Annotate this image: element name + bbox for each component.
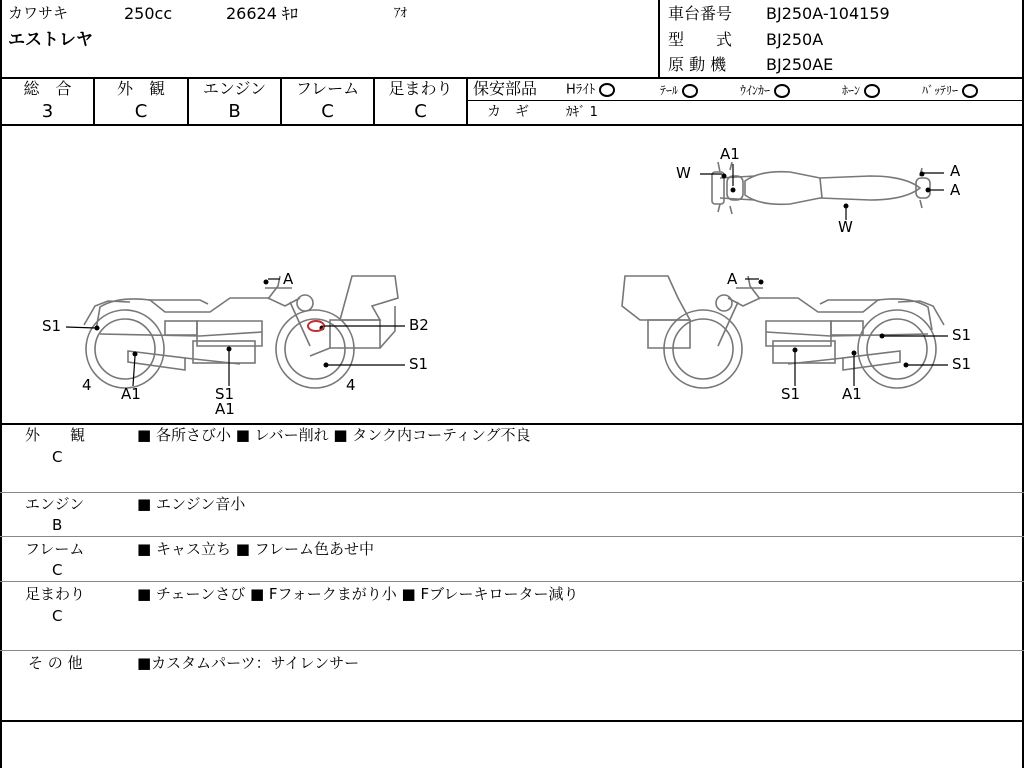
remarks-text: ■ キャス立ち ■ フレーム色あせ中	[137, 540, 375, 558]
safety-item-winker	[740, 84, 790, 98]
remarks-bottom-line	[0, 720, 1024, 722]
grade-engine-value: B	[228, 101, 241, 122]
grade-suspension-label: 足まわり	[388, 79, 453, 98]
engine-model-value: BJ250AE	[766, 55, 834, 74]
ok-circle-icon	[599, 83, 615, 97]
label-s1: S1	[952, 326, 972, 344]
remarks-divider	[0, 581, 1024, 582]
grade-col-divider	[466, 78, 468, 125]
frame-number-value: BJ250A-104159	[766, 4, 890, 23]
grade-exterior-label: 外 観	[116, 79, 165, 98]
label-s1: S1	[409, 355, 429, 373]
displacement: 250cc	[124, 4, 173, 23]
remarks-text: ■ 各所さび小 ■ レバー削れ ■ タンク内コーティング不良	[137, 426, 531, 444]
label-b2: B2	[409, 316, 429, 334]
grade-suspension-value: C	[414, 101, 427, 122]
label-4: 4	[82, 376, 92, 394]
remarks-label: 足まわり	[25, 585, 86, 603]
remarks-grade: B	[52, 516, 63, 534]
label-s1: S1	[42, 317, 62, 335]
label-a: A	[950, 181, 961, 199]
label-a: A	[283, 270, 294, 288]
label-4: 4	[346, 376, 356, 394]
grade-overall-value: 3	[41, 101, 54, 122]
label-s1: S1	[781, 385, 801, 403]
safety-item-battery	[922, 84, 978, 98]
remarks-label: そ の 他	[28, 654, 83, 672]
safety-item-horn	[842, 84, 880, 98]
label-a1: A1	[842, 385, 862, 403]
safety-item-label: Hﾗｲﾄ	[566, 82, 596, 98]
ok-circle-icon	[962, 84, 978, 98]
remarks-label: フレーム	[25, 540, 85, 558]
label-a: A	[950, 162, 961, 180]
maker-name: カワサキ	[8, 4, 69, 22]
remarks-divider	[0, 650, 1024, 651]
label-s1: S1	[952, 355, 972, 373]
grade-overall-label: 総 合	[23, 79, 72, 98]
ok-circle-icon	[864, 84, 880, 98]
grade-frame-value: C	[321, 101, 334, 122]
safety-item-label: ﾃｰﾙ	[660, 83, 679, 98]
diagram-bottom-line	[0, 423, 1024, 425]
type-label: 型 式	[668, 30, 733, 49]
bike-left-side-view	[84, 276, 398, 388]
label-a1: A1	[121, 385, 141, 403]
key-label: カ ギ	[487, 104, 529, 120]
label-a1: A1	[215, 400, 235, 418]
safety-item-label: ﾊﾞｯﾃﾘｰ	[922, 83, 959, 98]
bike-right-side-view	[622, 276, 944, 388]
color: ｱｵ	[394, 6, 407, 21]
remarks-divider	[0, 492, 1024, 493]
engine-model-label: 原 動 機	[668, 55, 727, 74]
mileage: 26624 ｷﾛ	[226, 4, 298, 23]
remarks-grade: C	[52, 607, 63, 625]
label-w: W	[838, 218, 853, 236]
remarks-text: ■カスタムパーツ：サイレンサー	[137, 654, 360, 672]
remarks-text: ■ チェーンさび ■ Fフォークまがり小 ■ Fブレーキローター減り	[137, 585, 579, 603]
safety-item-headlight	[566, 83, 615, 97]
damage-diagram	[0, 126, 1022, 423]
ok-circle-icon	[774, 84, 790, 98]
remarks-label: 外 観	[25, 426, 86, 444]
remarks-grade: C	[52, 561, 63, 579]
safety-item-label: ﾎｰﾝ	[842, 83, 861, 98]
safety-label: 保安部品	[473, 79, 538, 98]
remarks-label: エンジン	[25, 495, 85, 513]
ok-circle-icon	[682, 84, 698, 98]
remarks-divider	[0, 536, 1024, 537]
grade-engine-label: エンジン	[202, 79, 267, 98]
leader-lines	[66, 164, 948, 386]
type-value: BJ250A	[766, 30, 824, 49]
grade-frame-label: フレーム	[295, 79, 360, 98]
remarks-grade: C	[52, 448, 63, 466]
key-value: ｶｷﾞ 1	[566, 105, 598, 120]
grade-exterior-value: C	[134, 101, 148, 122]
header-divider	[658, 0, 660, 78]
label-w: W	[676, 164, 691, 182]
frame-number-label: 車台番号	[668, 4, 733, 23]
label-a1: A1	[720, 145, 740, 163]
safety-row-divider	[466, 100, 1024, 101]
label-a: A	[727, 270, 738, 288]
label-s1: S1	[215, 385, 235, 403]
safety-item-label: ｳｲﾝｶｰ	[740, 83, 771, 98]
bike-top-view	[712, 162, 930, 214]
safety-item-tail	[660, 84, 698, 98]
remarks-text: ■ エンジン音小	[137, 495, 246, 513]
model-name: エストレヤ	[8, 30, 93, 50]
